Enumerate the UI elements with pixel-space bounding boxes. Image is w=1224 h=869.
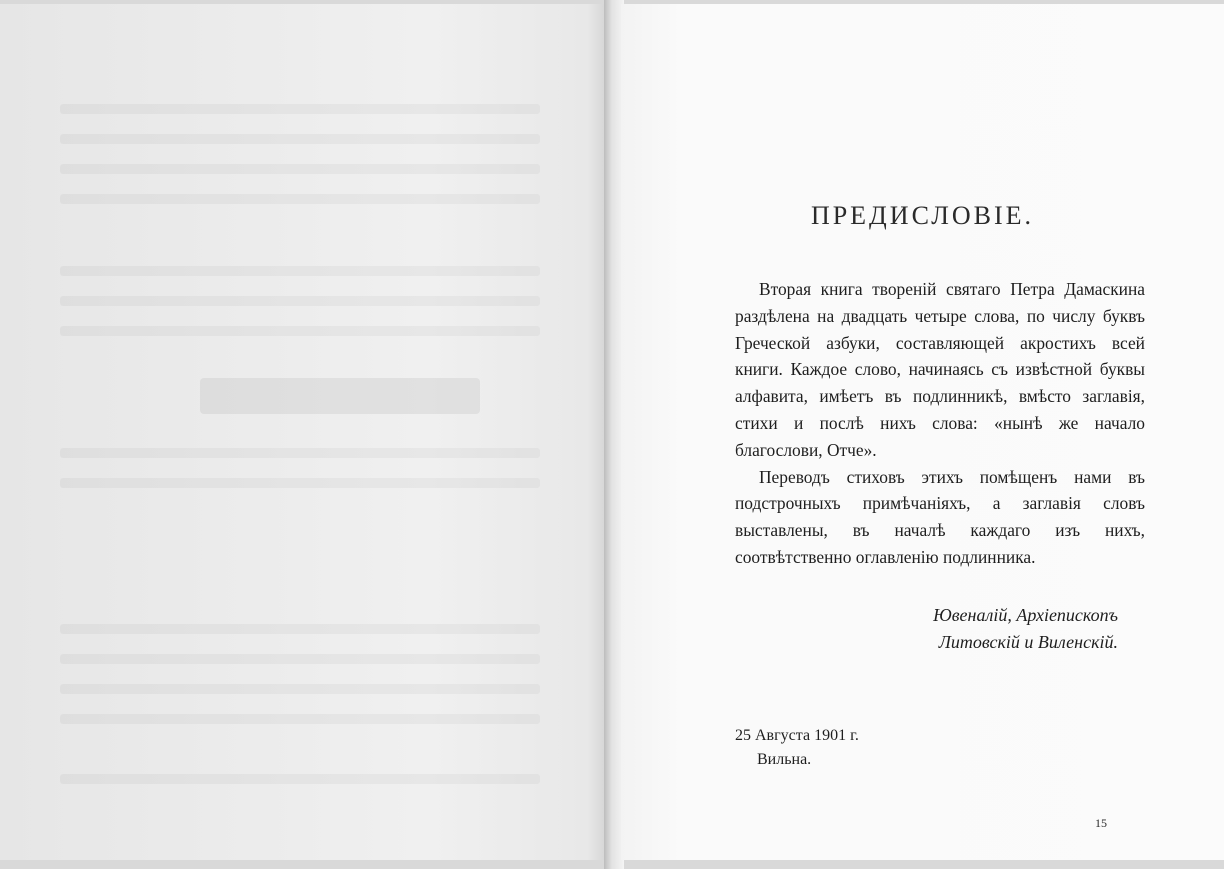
bleed-through-line	[60, 774, 540, 784]
preface-body	[735, 276, 1145, 571]
right-page	[621, 4, 1224, 860]
bleed-through-line	[60, 684, 540, 694]
bleed-through-line	[60, 714, 540, 724]
bleed-through-title	[200, 378, 480, 414]
signature	[933, 602, 1118, 656]
paragraph-1: Вторая книга твореній святаго Петра Дамаскина раздѣлена на двадцать четыре слова, по числу буквъ Греческой азбуки, составляющей акростихъ всей книги. Каждое слово, начинаясь съ извѣстной буквы алфавита, имѣетъ въ подлинникѣ, вмѣсто заглавія, стихи и послѣ нихъ слова: «нынѣ же начало благослови, Отче».	[735, 279, 1145, 460]
bleed-through-line	[60, 326, 540, 336]
bleed-through-line	[60, 164, 540, 174]
bleed-through-line	[60, 624, 540, 634]
place-text: Вильна.	[757, 751, 812, 768]
bleed-through-line	[60, 296, 540, 306]
bleed-through-line	[60, 448, 540, 458]
bleed-through-line	[60, 104, 540, 114]
signature-line-1: Ювеналій, Архіепископъ	[933, 605, 1118, 625]
page-number: 15	[1095, 816, 1107, 830]
page-title: ПРЕДИСЛОВІЕ.	[810, 201, 1035, 230]
bleed-through-line	[60, 266, 540, 276]
left-page-blank	[0, 4, 612, 860]
paragraph-2: Переводъ стиховъ этихъ помѣщенъ нами въ подстрочныхъ примѣчаніяхъ, а заглавія словъ выставлены, въ началѣ каждаго изъ нихъ, соотвѣтственно оглавленію подлинника.	[735, 466, 1145, 567]
date-block	[735, 724, 859, 772]
signature-line-2: Литовскій и Виленскій.	[938, 632, 1118, 652]
date-text: 25 Августа 1901 г.	[735, 727, 859, 744]
bleed-through-line	[60, 134, 540, 144]
bleed-through-line	[60, 194, 540, 204]
bleed-through-line	[60, 478, 540, 488]
bleed-through-line	[60, 654, 540, 664]
